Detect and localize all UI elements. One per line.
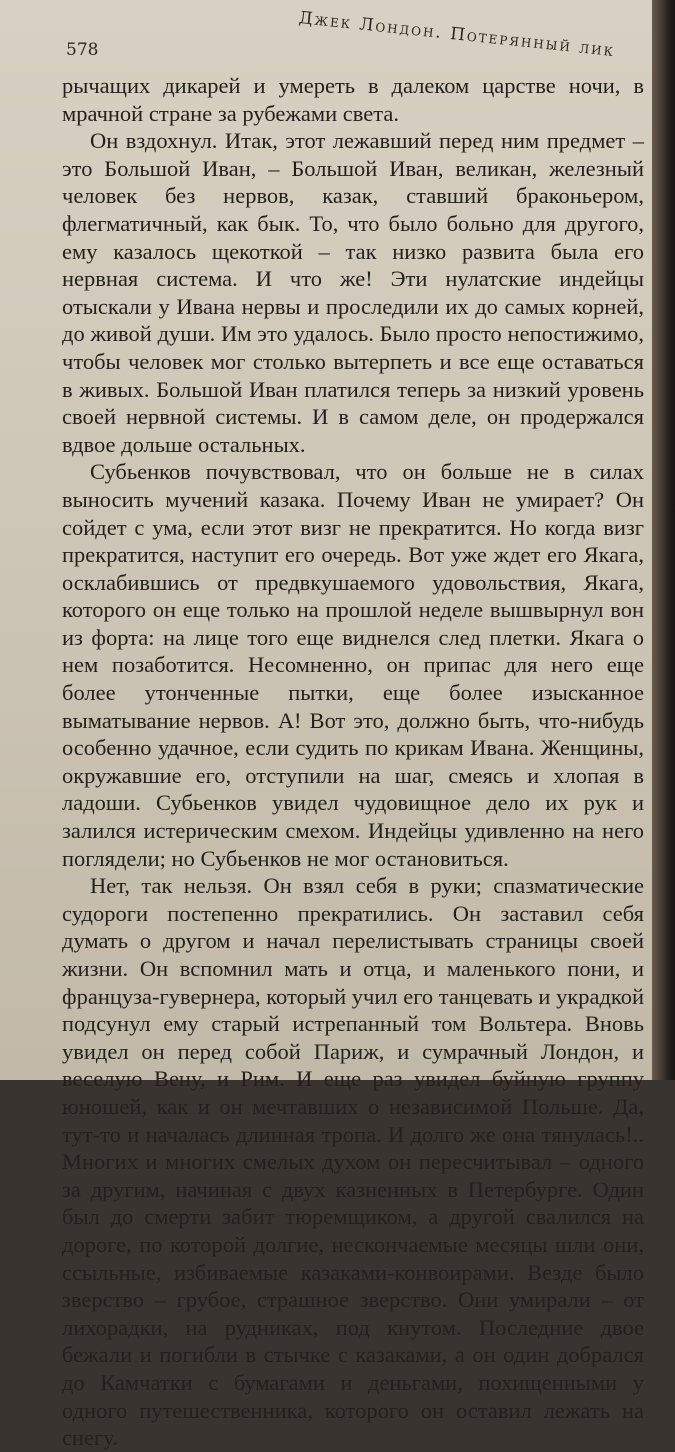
paragraph: рычащих дикарей и умереть в далеком царстве ночи, в мрачной стране за рубежами света. [62, 73, 644, 126]
page-number: 578 [66, 40, 99, 60]
page-body [62, 72, 644, 1452]
running-title: Джек Лондон. Потерянный лик [297, 8, 616, 62]
page-edge [652, 0, 675, 1080]
paragraph: Субьенков почувствовал, что он больше не в силах выносить мучений казака. Почему Иван не умирает? Он сойдет с ума, если этот визг не прекратится. Но когда визг прекратится, наступит его очередь. Вот уже ждет его Якага, осклабившись от предвкушаемого удовольствия, Якага, которого он еще только на прошлой неделе вышвырнул вон из форта: на лице того еще виднелся след плетки. Якага о нем позаботится. Несомненно, он припас для него еще более утонченные пытки, еще более изысканное выматывание нервов. А! Вот это, должно быть, что-нибудь особенно удачное, если судить по крикам Ивана. Женщины, окружавшие его, отступили на шаг, смеясь и хлопая в ладоши. Субьенков увидел чудовищное дело их рук и залился истерическим смехом. Индейцы удивленно на него поглядели; но Субьенков не мог остановиться. [62, 459, 644, 871]
paragraph: Нет, так нельзя. Он взял себя в руки; спазматические судороги постепенно прекратились. Он заставил себя думать о другом и начал перелистывать страницы своей жизни. Он вспомнил мать и отца, и маленького пони, и француза-гувернера, который учил его танцевать и украдкой подсунул ему старый истрепанный том Вольтера. Вновь увидел он перед собой Париж, и сумрачный Лондон, и веселую Вену, и Рим. И еще раз увидел буйную группу юношей, как и он мечтавших о независимой Польше. Да, тут-то и началась длинная тропа. И долго же она тянулась!.. Многих и многих смелых духом он пересчитывал – одного за другим, начиная с двух казненных в Петербурге. Один был до смерти забит тюремщиком, а другой свалился на дороге, по которой долгие, нескончаемые месяцы шли они, ссыльные, избиваемые казаками-конвоирами. Везде было зверство – грубое, страшное зверство. Они умирали – от лихорадки, на рудниках, под кнутом. Последние двое бежали и погибли в стычке с казаками, а он один добрался до Камчатки с бумагами и деньгами, похищенными у одного путешественника, которого он оставил лежать на снегу. [62, 873, 645, 1451]
paragraph: Он вздохнул. Итак, этот лежавший перед ним предмет – это Большой Иван, – Большой Иван, великан, железный человек без нервов, казак, ставший браконьером, флегматичный, как бык. То, что было больно для другого, ему казалось щекоткой – так низко развита была его нервная система. И что же! Эти нулатские индейцы отыскали у Ивана нервы и проследили их до самых корней, до живой души. Им это удалось. Было просто непостижимо, чтобы человек мог столько вытерпеть и все еще оставаться в живых. Большой Иван платился теперь за низкий уровень своей нервной системы. И в самом деле, он продержался вдвое дольше остальных. [62, 128, 644, 457]
